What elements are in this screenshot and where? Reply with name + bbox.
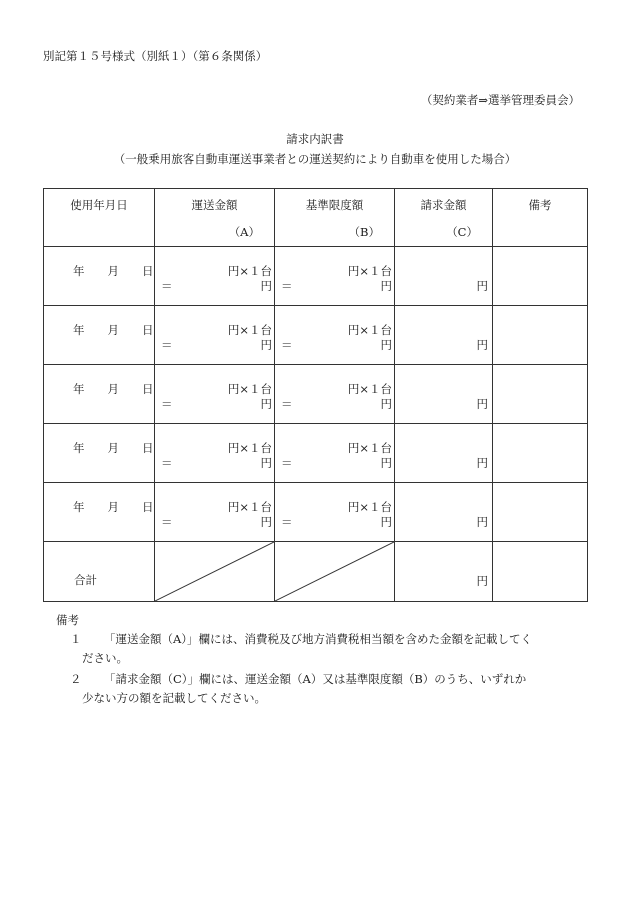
note-text-line2: 少ない方の額を記載してください。 [82, 691, 266, 705]
yen-unit: 円 [476, 456, 488, 470]
date-placeholder: 年 月 日 [73, 323, 154, 337]
transport-amount-cell[interactable] [155, 424, 275, 483]
unit-line: 円×１台 [347, 441, 392, 455]
unit-line: 円×１台 [347, 382, 392, 396]
transport-amount-cell[interactable] [155, 483, 275, 542]
billing-breakdown-table [43, 188, 588, 602]
claim-amount-cell[interactable] [395, 365, 493, 424]
diagonal-strike [155, 542, 274, 601]
total-label: 合計 [74, 573, 97, 587]
claim-amount-cell[interactable] [395, 247, 493, 306]
date-placeholder: 年 月 日 [73, 441, 154, 455]
header-remarks: 備考 [493, 189, 588, 247]
remarks-cell[interactable] [493, 247, 588, 306]
total-row [44, 542, 588, 602]
remarks-cell[interactable] [493, 306, 588, 365]
table-row [44, 365, 588, 424]
diagonal-strike [275, 542, 394, 601]
equals-sign: ＝ [281, 338, 293, 352]
yen-unit: 円 [380, 397, 392, 411]
equals-sign: ＝ [281, 515, 293, 529]
yen-unit: 円 [476, 515, 488, 529]
table-row [44, 424, 588, 483]
unit-line: 円×１台 [347, 264, 392, 278]
code-b: （B） [348, 225, 380, 239]
header-standard-limit: 基準限度額 （B） [275, 189, 395, 247]
yen-unit: 円 [260, 515, 272, 529]
transport-amount-cell[interactable] [155, 365, 275, 424]
yen-unit: 円 [260, 338, 272, 352]
remarks-cell[interactable] [493, 483, 588, 542]
note-number: １ [70, 632, 82, 646]
remarks-cell[interactable] [493, 424, 588, 483]
equals-sign: ＝ [281, 456, 293, 470]
header-claim-amount: 請求金額 （C） [395, 189, 493, 247]
equals-sign: ＝ [161, 456, 173, 470]
note-item-2 [56, 670, 596, 708]
transport-amount-cell[interactable] [155, 247, 275, 306]
unit-line: 円×１台 [347, 323, 392, 337]
table-header-row [44, 189, 588, 247]
total-remarks-cell[interactable] [493, 542, 588, 602]
transport-amount-cell[interactable] [155, 306, 275, 365]
note-text-line2: ださい。 [82, 651, 128, 665]
usage-date-cell[interactable] [44, 306, 155, 365]
table-row [44, 483, 588, 542]
note-item-1 [56, 630, 596, 668]
total-label-cell [44, 542, 155, 602]
yen-unit: 円 [380, 456, 392, 470]
equals-sign: ＝ [161, 397, 173, 411]
table-row [44, 306, 588, 365]
claim-amount-cell[interactable] [395, 424, 493, 483]
unit-line: 円×１台 [227, 264, 272, 278]
total-claim-cell[interactable] [395, 542, 493, 602]
usage-date-cell[interactable] [44, 483, 155, 542]
total-transport-cell [155, 542, 275, 602]
yen-unit: 円 [380, 338, 392, 352]
unit-line: 円×１台 [227, 500, 272, 514]
code-a: （A） [228, 225, 260, 239]
notes-heading: 備考 [56, 613, 79, 627]
yen-unit: 円 [260, 279, 272, 293]
yen-unit: 円 [476, 279, 488, 293]
standard-limit-cell[interactable] [275, 424, 395, 483]
usage-date-cell[interactable] [44, 247, 155, 306]
header-transport-amount: 運送金額 （A） [155, 189, 275, 247]
claim-amount-cell[interactable] [395, 483, 493, 542]
unit-line: 円×１台 [227, 382, 272, 396]
note-text-line1: 「運送金額（A）」欄には、消費税及び地方消費税相当額を含めた金額を記載してく [104, 632, 533, 646]
note-number: ２ [70, 672, 82, 686]
document-title: 請求内訳書 [286, 132, 344, 146]
yen-unit: 円 [476, 574, 488, 588]
standard-limit-cell[interactable] [275, 365, 395, 424]
yen-unit: 円 [380, 279, 392, 293]
document-subtitle: （一般乗用旅客自動車運送事業者との運送契約により自動車を使用した場合） [113, 152, 517, 166]
table-row [44, 247, 588, 306]
code-c: （C） [446, 225, 478, 239]
usage-date-cell[interactable] [44, 424, 155, 483]
standard-limit-cell[interactable] [275, 247, 395, 306]
yen-unit: 円 [380, 515, 392, 529]
yen-unit: 円 [260, 397, 272, 411]
yen-unit: 円 [476, 397, 488, 411]
total-limit-cell [275, 542, 395, 602]
equals-sign: ＝ [161, 279, 173, 293]
unit-line: 円×１台 [227, 441, 272, 455]
equals-sign: ＝ [161, 515, 173, 529]
equals-sign: ＝ [161, 338, 173, 352]
date-placeholder: 年 月 日 [73, 382, 154, 396]
yen-unit: 円 [260, 456, 272, 470]
usage-date-cell[interactable] [44, 365, 155, 424]
remarks-cell[interactable] [493, 365, 588, 424]
claim-amount-cell[interactable] [395, 306, 493, 365]
note-text-line1: 「請求金額（C）」欄には、運送金額（A）又は基準限度額（B）のうち、いずれか [104, 672, 527, 686]
date-placeholder: 年 月 日 [73, 264, 154, 278]
standard-limit-cell[interactable] [275, 306, 395, 365]
yen-unit: 円 [476, 338, 488, 352]
date-placeholder: 年 月 日 [73, 500, 154, 514]
equals-sign: ＝ [281, 397, 293, 411]
equals-sign: ＝ [281, 279, 293, 293]
unit-line: 円×１台 [227, 323, 272, 337]
form-number: 別記第１５号様式（別紙１）（第６条関係） [43, 49, 268, 63]
parties-direction: （契約業者⇒選挙管理委員会） [420, 93, 580, 107]
header-usage-date: 使用年月日 [44, 189, 155, 247]
standard-limit-cell[interactable] [275, 483, 395, 542]
unit-line: 円×１台 [347, 500, 392, 514]
